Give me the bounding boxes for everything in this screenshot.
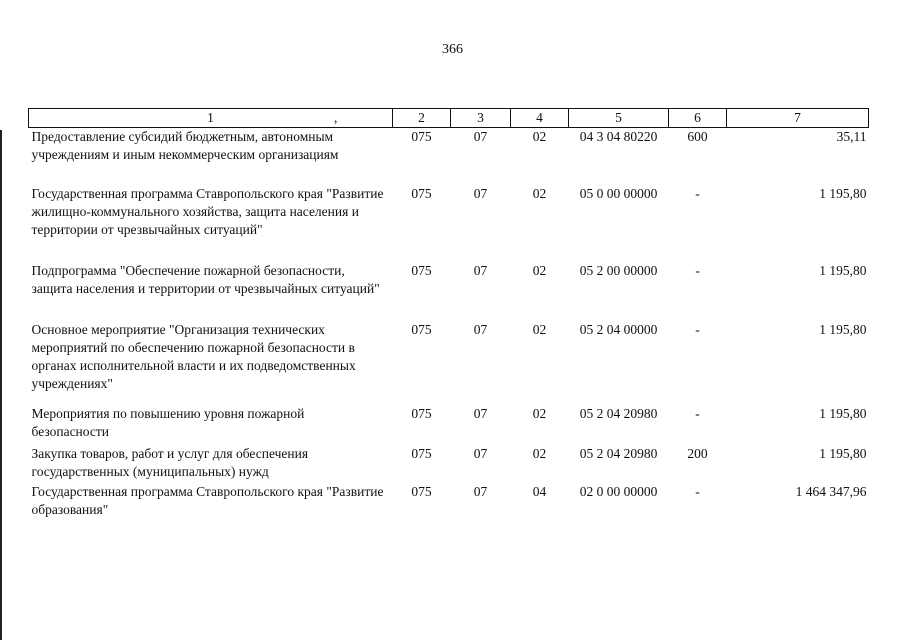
header-col-5: 5: [569, 109, 669, 128]
table-row: [29, 445, 869, 483]
row-c5: 05 2 04 20980: [579, 405, 658, 421]
row-c6: -: [695, 405, 700, 421]
row-name: Предоставление субсидий бюджетным, автономным учреждениям и иным некоммерческим организациям: [31, 129, 339, 162]
row-c4: 02: [532, 445, 547, 461]
header-col-4: 4: [511, 109, 569, 128]
header-col-2: 2: [393, 109, 451, 128]
row-c5: 05 2 00 00000: [579, 262, 658, 278]
table-row: [29, 128, 869, 185]
row-c5: 05 0 00 00000: [579, 185, 658, 201]
row-c7: 1 464 347,96: [795, 483, 867, 499]
row-c3: 07: [473, 262, 488, 278]
row-c4: 04: [532, 483, 547, 499]
header-col-3: 3: [451, 109, 511, 128]
row-c4: 02: [532, 321, 547, 337]
header-mark: ,: [334, 110, 338, 125]
row-name: Закупка товаров, работ и услуг для обеспечения государственных (муниципальных) нужд: [31, 445, 309, 479]
row-c6: 200: [687, 445, 708, 461]
row-c6: -: [695, 185, 700, 201]
row-c7: 1 195,80: [819, 405, 867, 421]
row-c6: -: [695, 321, 700, 337]
row-c3: 07: [473, 321, 488, 337]
budget-table: [28, 108, 869, 523]
header-col-6: 6: [669, 109, 727, 128]
row-c3: 07: [473, 445, 488, 461]
row-c2: 075: [411, 405, 432, 421]
row-c2: 075: [411, 321, 432, 337]
row-c3: 07: [473, 405, 488, 421]
row-c5: 05 2 04 20980: [579, 445, 658, 461]
page-number: 366: [442, 42, 463, 57]
row-c4: 02: [532, 185, 547, 201]
row-c4: 02: [532, 405, 547, 421]
row-c7: 1 195,80: [819, 185, 867, 201]
row-c3: 07: [473, 185, 488, 201]
row-c7: 1 195,80: [819, 321, 867, 337]
row-name: Мероприятия по повышению уровня пожарной безопасности: [31, 405, 305, 439]
row-c2: 075: [411, 129, 432, 144]
row-c2: 075: [411, 445, 432, 461]
row-c6: -: [695, 262, 700, 278]
row-c4: 02: [532, 129, 547, 144]
page-left-edge: [0, 130, 2, 640]
table-row: [29, 483, 869, 523]
row-c5: 04 3 04 80220: [579, 129, 658, 144]
header-col-1-label: 1: [207, 110, 214, 125]
row-c2: 075: [411, 185, 432, 201]
row-c2: 075: [411, 483, 432, 499]
row-c5: 02 0 00 00000: [579, 483, 658, 499]
table-row: [29, 185, 869, 262]
row-name: Государственная программа Ставропольского края "Развитие жилищно-коммунального хозяйства, защита населения и территории от чрезвычайных ситуаций": [31, 185, 384, 237]
header-row: [29, 109, 869, 128]
row-name: Подпрограмма "Обеспечение пожарной безопасности, защита населения и территории от чрезвычайных ситуаций": [31, 262, 380, 296]
row-c6: -: [695, 483, 700, 499]
row-c3: 07: [473, 483, 488, 499]
header-col-1: [29, 109, 393, 128]
table-row: [29, 405, 869, 445]
row-c7: 1 195,80: [819, 445, 867, 461]
header-col-7: 7: [727, 109, 869, 128]
row-name: Основное мероприятие "Организация технических мероприятий по обеспечению пожарной безопасности в органах исполнительной власти и их подведомственных учреждениях": [31, 321, 356, 391]
row-c3: 07: [473, 129, 488, 144]
table-row: [29, 262, 869, 321]
row-c4: 02: [532, 262, 547, 278]
row-c5: 05 2 04 00000: [579, 321, 658, 337]
row-c7: 1 195,80: [819, 262, 867, 278]
row-name: Государственная программа Ставропольского края "Развитие образования": [31, 483, 384, 517]
table-row: [29, 321, 869, 405]
row-c7: 35,11: [836, 129, 867, 144]
row-c2: 075: [411, 262, 432, 278]
row-c6: 600: [687, 129, 708, 144]
